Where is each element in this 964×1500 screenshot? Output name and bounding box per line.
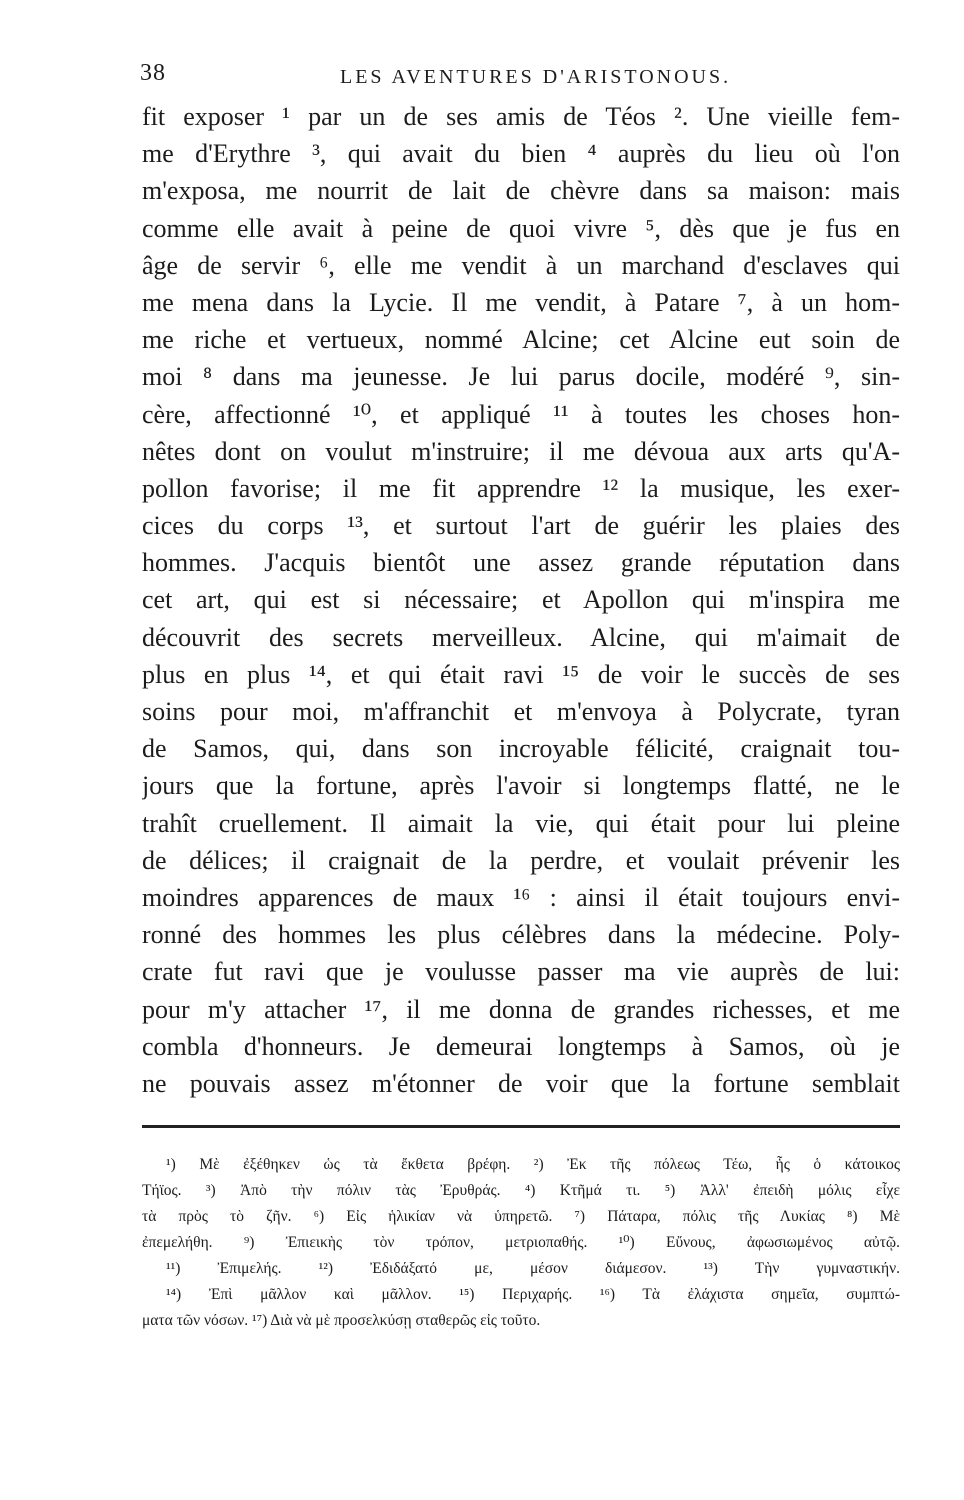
text-line: pour m'y attacher ¹⁷, il me donna de grandes richesses, et me [142, 994, 900, 1024]
text-line: ronné des hommes les plus célèbres dans la médecine. Poly- [142, 920, 900, 950]
body-text [142, 98, 900, 1102]
text-line: cices du corps ¹³, et surtout l'art de guérir les plaies des [142, 511, 900, 541]
page-number: 38 [140, 60, 166, 86]
footnote-line: ¹⁴) Ἐπὶ μᾶλλον καὶ μᾶλλον. ¹⁵) Περιχαρής. ¹⁶) Τὰ ἐλάχιστα σημεῖα, συμπτώ- [166, 1286, 900, 1303]
text-line: pollon favorise; il me fit apprendre ¹² la musique, les exer- [142, 473, 900, 503]
footnote-line: ματα τῶν νόσων. ¹⁷) Διὰ νὰ μὲ προσελκύσῃ σταθερῶς εἰς τοῦτο. [142, 1312, 541, 1329]
text-line: fit exposer ¹ par un de ses amis de Téos ². Une vieille fem- [142, 102, 900, 131]
text-line: combla d'honneurs. Je demeurai longtemps à Samos, où je [142, 1031, 900, 1061]
text-line: jours que la fortune, après l'avoir si longtemps flatté, ne le [142, 771, 900, 801]
text-line: nêtes dont on voulut m'instruire; il me dévoua aux arts qu'A- [142, 436, 900, 466]
text-line: me riche et vertueux, nommé Alcine; cet Alcine eut soin de [142, 325, 900, 355]
text-line: moindres apparences de maux ¹⁶ : ainsi il était toujours envi- [142, 882, 900, 912]
page-header [140, 60, 900, 100]
text-line: m'exposa, me nourrit de lait de chèvre dans sa maison: mais [142, 176, 900, 206]
text-line: me d'Erythre ³, qui avait du bien ⁴ auprès du lieu où l'on [142, 139, 900, 169]
text-line: découvrit des secrets merveilleux. Alcine, qui m'aimait de [142, 622, 900, 652]
footnote-divider [142, 1125, 900, 1128]
footnote-line: Τήϊος. ³) Ἀπὸ τὴν πόλιν τὰς Ἐρυθράς. ⁴) Κτῆμά τι. ⁵) Ἀλλ' ἐπειδὴ μόλις εἶχε [142, 1182, 900, 1199]
text-line: crate fut ravi que je voulusse passer ma vie auprès de lui: [142, 957, 900, 987]
text-line: trahît cruellement. Il aimait la vie, qui était pour lui pleine [142, 808, 900, 838]
text-line: comme elle avait à peine de quoi vivre ⁵, dès que je fus en [142, 213, 900, 243]
text-line: cet art, qui est si nécessaire; et Apollon qui m'inspira me [142, 585, 900, 615]
text-line: âge de servir ⁶, elle me vendit à un marchand d'esclaves qui [142, 250, 900, 280]
footnote-line: ¹¹) Ἐπιμελής. ¹²) Ἐδιδάξατό με, μέσον διάμεσον. ¹³) Τὴν γυμναστικήν. [166, 1260, 900, 1277]
text-line: ne pouvais assez m'étonner de voir que la fortune semblait [142, 1068, 900, 1098]
text-line: soins pour moi, m'affranchit et m'envoya à Polycrate, tyran [142, 697, 900, 726]
text-line: cère, affectionné ¹⁰, et appliqué ¹¹ à toutes les choses hon- [142, 399, 900, 429]
text-line: de délices; il craignait de la perdre, et voulait prévenir les [142, 845, 900, 875]
text-line: hommes. J'acquis bientôt une assez grande réputation dans [142, 548, 900, 578]
text-line: moi ⁸ dans ma jeunesse. Je lui parus docile, modéré ⁹, sin- [142, 362, 900, 392]
running-head: LES AVENTURES D'ARISTONOUS. [340, 66, 732, 88]
text-line: plus en plus ¹⁴, et qui était ravi ¹⁵ de voir le succès de ses [142, 659, 900, 689]
footnote-line: ¹) Μὲ ἐξέθηκεν ὡς τὰ ἔκθετα βρέφη. ²) Ἐκ τῆς πόλεως Τέω, ἧς ὁ κάτοικος [166, 1156, 900, 1173]
footnote-line: τὰ πρὸς τὸ ζῆν. ⁶) Εἰς ἡλικίαν νὰ ὑπηρετῶ. ⁷) Πάταρα, πόλις τῆς Λυκίας ⁸) Μὲ [142, 1208, 900, 1225]
text-line: de Samos, qui, dans son incroyable félicité, craignait tou- [142, 734, 900, 764]
text-line: me mena dans la Lycie. Il me vendit, à Patare ⁷, à un hom- [142, 287, 900, 317]
footnote-line: ἐπεμελήθη. ⁹) Ἐπιεικὴς τὸν τρόπον, μετριοπαθής. ¹⁰) Εὔνους, ἀφωσιωμένος αὐτῷ. [142, 1234, 900, 1251]
footnotes [142, 1152, 900, 1334]
